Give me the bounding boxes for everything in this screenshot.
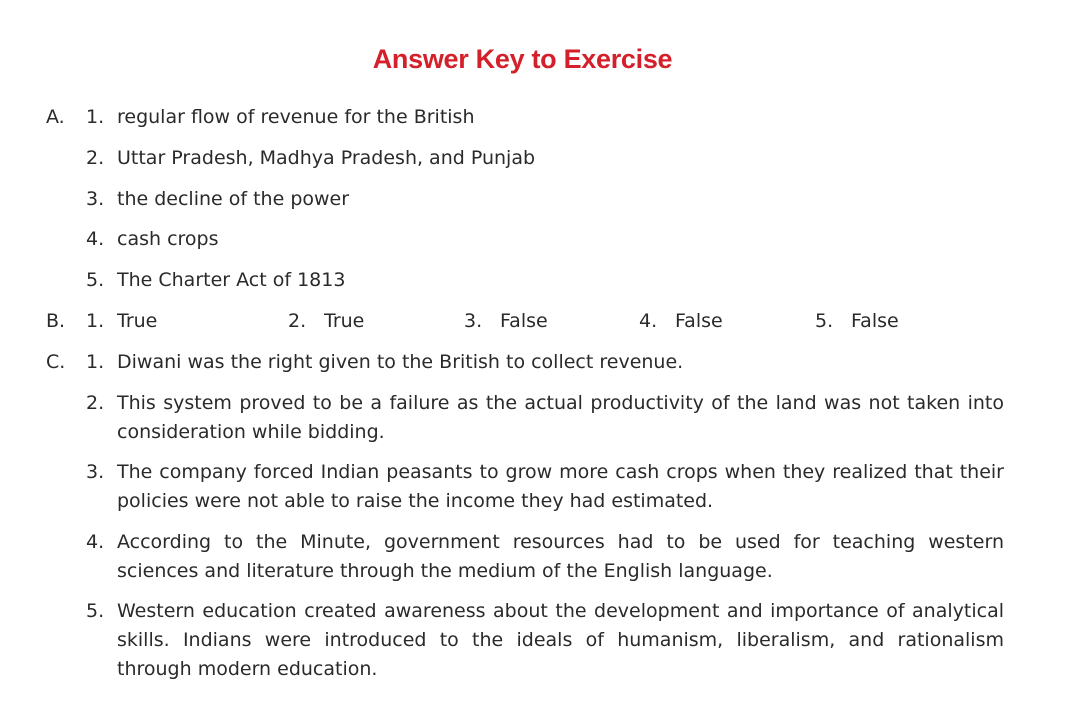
section-b-item-1 [86, 307, 157, 336]
section-b-item-2 [288, 307, 364, 336]
item-number: 2. [86, 147, 105, 169]
section-a-item-1 [86, 103, 1004, 132]
section-c-item-3 [86, 458, 1004, 516]
section-a-item-2 [86, 144, 1004, 173]
item-number: 1. [86, 351, 105, 373]
item-text: The company forced Indian peasants to grow more cash crops when they realized that their policies were not able to raise the income they had estimated. [117, 461, 1004, 512]
section-b-item-3 [464, 307, 548, 336]
item-text: According to the Minute, government resources had to be used for teaching western sciences and literature through the medium of the English language. [117, 531, 1004, 582]
item-text: This system proved to be a failure as the actual productivity of the land was not taken into consideration while bidding. [117, 392, 1004, 443]
item-text: True [117, 310, 158, 332]
item-number: 3. [86, 188, 105, 210]
item-number: 2. [86, 392, 105, 414]
section-c-item-1 [86, 348, 1004, 377]
item-text: True [324, 310, 365, 332]
item-number: 1. [86, 106, 105, 128]
section-c-item-5 [86, 597, 1004, 684]
section-a-item-3 [86, 185, 1004, 214]
section-c-item-2 [86, 389, 1004, 447]
page-title: Answer Key to Exercise [372, 44, 673, 74]
item-text: False [851, 310, 899, 332]
item-text: Diwani was the right given to the British to collect revenue. [117, 351, 684, 373]
item-text: the decline of the power [117, 188, 350, 210]
section-c-label: C. [46, 351, 66, 373]
item-text: Uttar Pradesh, Madhya Pradesh, and Punjab [117, 147, 536, 169]
section-b-label: B. [46, 310, 66, 332]
item-number: 4. [86, 531, 105, 553]
item-number: 4. [86, 228, 105, 250]
item-number: 5. [86, 269, 105, 291]
section-b-item-5 [815, 307, 899, 336]
item-text: The Charter Act of 1813 [117, 269, 346, 291]
item-number: 3. [464, 310, 483, 332]
section-b-item-4 [639, 307, 723, 336]
section-a-item-5 [86, 266, 1004, 295]
section-c-item-4 [86, 528, 1004, 586]
item-number: 3. [86, 461, 105, 483]
item-text: cash crops [117, 228, 219, 250]
section-a-label: A. [46, 106, 65, 128]
item-number: 1. [86, 310, 105, 332]
item-number: 5. [815, 310, 834, 332]
section-a-item-4 [86, 225, 1004, 254]
item-text: regular flow of revenue for the British [117, 106, 475, 128]
item-text: Western education created awareness about the development and importance of analytical skills. Indians were introduced to the ideals of humanism, liberalism, and rationalism through modern education. [117, 600, 1004, 680]
item-text: False [675, 310, 723, 332]
item-text: False [500, 310, 548, 332]
item-number: 2. [288, 310, 307, 332]
item-number: 4. [639, 310, 658, 332]
item-number: 5. [86, 600, 105, 622]
